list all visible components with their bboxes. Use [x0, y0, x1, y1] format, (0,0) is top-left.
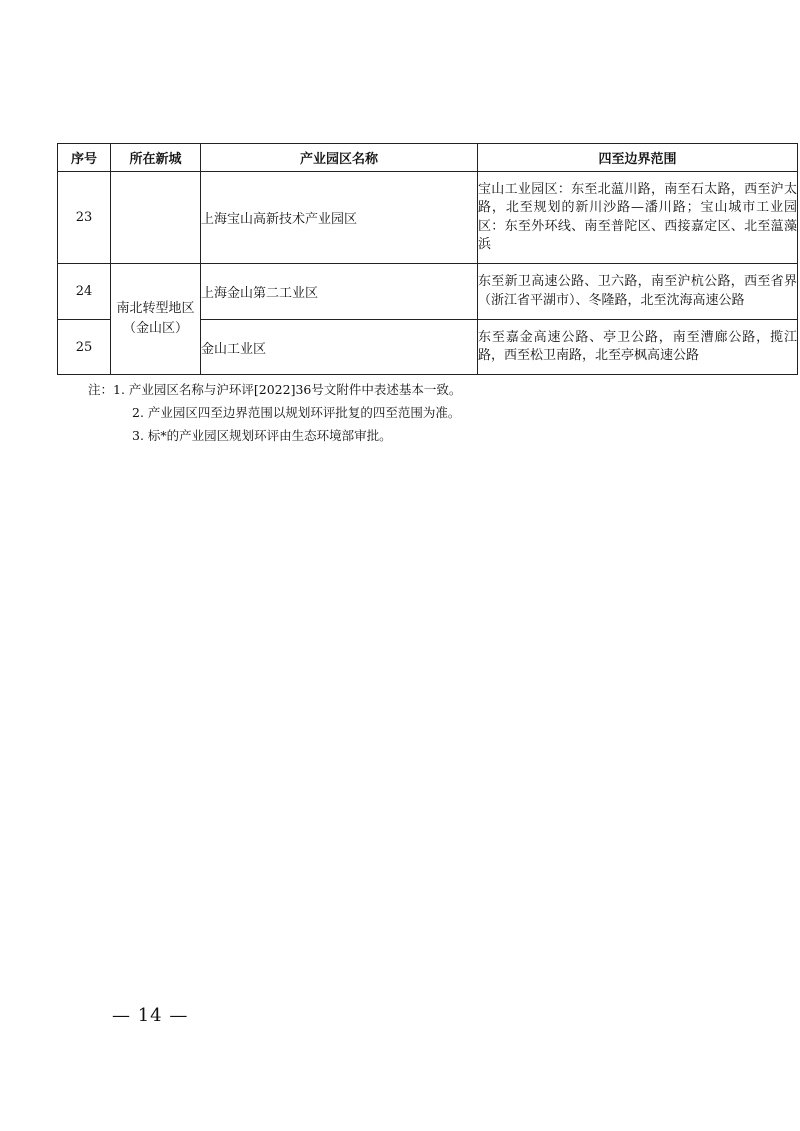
new-city-line-1: 南北转型地区: [116, 301, 195, 316]
header-new-city: 所在新城: [111, 144, 201, 172]
park-name: 上海宝山高新技术产业园区: [201, 172, 478, 264]
note-2: 2. 产业园区四至边界范围以规划环评批复的四至范围为准。: [132, 405, 461, 420]
page-number: — 14 —: [112, 1005, 189, 1026]
new-city-line-2: （金山区）: [122, 321, 188, 336]
park-name: 金山工业区: [201, 320, 478, 375]
new-city-cell: [111, 172, 201, 264]
boundary-range: 宝山工业园区：东至北蕰川路，南至石太路，西至沪太路，北至规划的新川沙路—潘川路；宝山城市工业园区：东至外环线、南至普陀区、西接嘉定区、北至蕰藻浜: [478, 172, 798, 264]
new-city-cell: [111, 264, 201, 375]
boundary-range: 东至新卫高速公路、卫六路，南至沪杭公路，西至省界（浙江省平湖市）、冬隆路，北至沈海高速公路: [478, 264, 798, 320]
table-row: [58, 172, 798, 264]
row-number: 25: [58, 320, 111, 375]
note-3: 3. 标*的产业园区规划环评由生态环境部审批。: [132, 428, 392, 443]
row-number: 24: [58, 264, 111, 320]
note-1: 注：1. 产业园区名称与沪环评[2022]36号文附件中表述基本一致。: [88, 382, 462, 397]
header-no: 序号: [58, 144, 111, 172]
header-park-name: 产业园区名称: [201, 144, 478, 172]
boundary-range: 东至嘉金高速公路、亭卫公路，南至漕廊公路，揽江路，西至松卫南路，北至亭枫高速公路: [478, 320, 798, 375]
table-header-row: [58, 144, 798, 172]
header-boundary: 四至边界范围: [478, 144, 798, 172]
row-number: 23: [58, 172, 111, 264]
park-name: 上海金山第二工业区: [201, 264, 478, 320]
table-notes: [88, 378, 768, 447]
industrial-parks-table: [57, 143, 798, 375]
table-row: [58, 264, 798, 320]
